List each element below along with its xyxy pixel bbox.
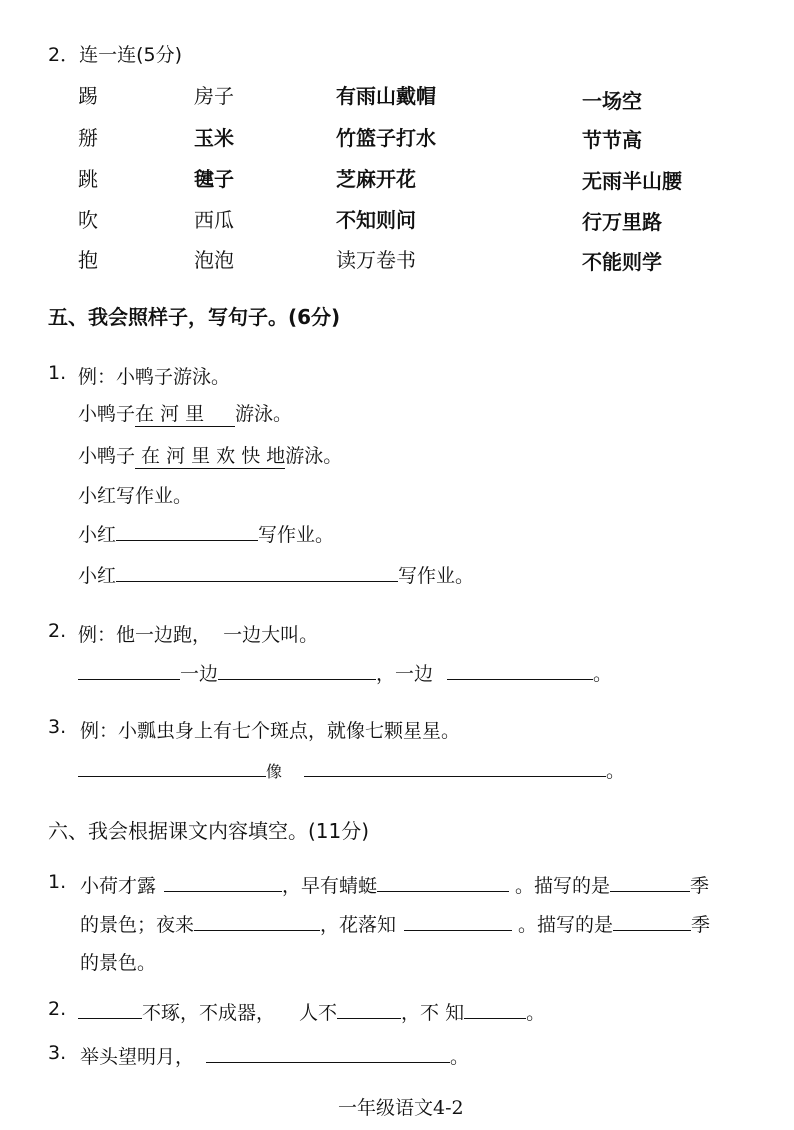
match-verb-1[interactable]: 踢 (78, 84, 98, 108)
s6-q2-line (78, 998, 545, 1025)
s6-q1-line2 (80, 910, 710, 937)
s6-q1-p7: 。描写的是 (518, 914, 614, 936)
s5-q2-number: 2. (48, 620, 67, 642)
s6-q3-p2: 。 (450, 1046, 470, 1068)
match-verb-5[interactable]: 抱 (78, 248, 98, 272)
s6-q1-p3: 。描写的是 (515, 875, 611, 897)
match-phrase-left-3[interactable]: 芝麻开花 (336, 167, 416, 191)
s6-q3-number: 3. (48, 1042, 67, 1064)
s6-q1-blank-5[interactable] (404, 910, 512, 931)
match-phrase-left-5[interactable]: 读万卷书 (336, 248, 416, 272)
s5-q1-line5-start: 小红 (78, 524, 117, 546)
s5-q1-line3-end: 游泳。 (285, 445, 343, 467)
s6-q1-p1: 小荷才露 (80, 875, 157, 897)
s5-q3-blank-2[interactable] (304, 756, 606, 777)
s6-q1-blank-2[interactable] (377, 871, 509, 892)
s5-q2-blank-1[interactable] (78, 659, 180, 680)
s5-q1-line5-blank[interactable] (116, 520, 258, 541)
s6-q2-blank-3[interactable] (464, 998, 526, 1019)
s5-q1-line6-end: 写作业。 (398, 565, 475, 587)
s6-q1-blank-6[interactable] (613, 910, 691, 931)
match-phrase-left-2[interactable]: 竹篮子打水 (336, 126, 436, 150)
s5-q1-line6-blank[interactable] (116, 561, 398, 582)
s6-q1-p8: 季 (691, 914, 711, 936)
match-phrase-left-1[interactable]: 有雨山戴帽 (336, 84, 436, 108)
s6-q3-line (80, 1042, 469, 1069)
page-footer: 一年级语文4-2 (338, 1097, 464, 1119)
s6-q2-p4: 。 (526, 1002, 546, 1024)
s6-q2-number: 2. (48, 998, 67, 1020)
s5-q3-example: 例：小瓢虫身上有七个斑点，就像七颗星星。 (80, 720, 461, 742)
s6-q1-p6: ，花落知 (320, 914, 397, 936)
s5-q3-number: 3. (48, 716, 67, 738)
s5-q1-line2-start: 小鸭子 (78, 403, 136, 425)
s5-q1-line5-end: 写作业。 (258, 524, 335, 546)
s5-q1-line5 (78, 520, 334, 547)
s6-q1-blank-4[interactable] (194, 910, 320, 931)
s5-q1-line3-start: 小鸭子 (78, 445, 136, 467)
s6-q1-blank-1[interactable] (164, 871, 282, 892)
s6-q1-line1 (80, 871, 709, 898)
s6-q2-p3: ，不 知 (401, 1002, 465, 1024)
match-noun-2[interactable]: 玉米 (194, 126, 234, 150)
match-phrase-right-4[interactable]: 行万里路 (582, 210, 662, 234)
match-phrase-right-3[interactable]: 无雨半山腰 (582, 169, 682, 193)
match-verb-3[interactable]: 跳 (78, 167, 98, 191)
s5-q1-line6-start: 小红 (78, 565, 117, 587)
section5-heading: 五、我会照样子，写句子。(6分) (48, 305, 341, 329)
match-noun-5[interactable]: 泡泡 (194, 248, 234, 272)
s5-q1-line2-end: 游泳。 (235, 403, 293, 425)
s6-q2-p1: 不琢，不成器， (142, 1002, 276, 1024)
s6-q3-p1: 举头望明月， (80, 1046, 195, 1068)
s6-q1-line3: 的景色。 (80, 952, 157, 974)
match-noun-4[interactable]: 西瓜 (194, 208, 234, 232)
s5-q1-line2 (78, 399, 292, 427)
s6-q1-number: 1. (48, 871, 67, 893)
s5-q3-answer-line (78, 756, 625, 783)
s5-q2-part1: 一边 (180, 663, 219, 685)
section6-heading: 六、我会根据课文内容填空。(11分) (48, 819, 370, 843)
s6-q2-p2: 人不 (299, 1002, 338, 1024)
s5-q3-end: 。 (606, 760, 626, 782)
match-phrase-right-5[interactable]: 不能则学 (582, 250, 662, 274)
s5-q3-mid: 像 (266, 762, 283, 781)
s5-q2-end: 。 (593, 663, 613, 685)
s5-q2-answer-line (78, 659, 612, 686)
match-phrase-left-4[interactable]: 不知则问 (336, 208, 416, 232)
match-noun-1[interactable]: 房子 (194, 84, 234, 108)
s5-q2-part2: ，一边 (376, 663, 434, 685)
s5-q1-example: 例：小鸭子游泳。 (78, 366, 231, 388)
s6-q1-p2: ，早有蜻蜓 (282, 875, 378, 897)
match-phrase-right-2[interactable]: 节节高 (582, 128, 642, 152)
s5-q2-example: 例：他一边跑， 一边大叫。 (78, 624, 319, 646)
match-verb-2[interactable]: 掰 (78, 126, 98, 150)
s5-q1-line6 (78, 561, 474, 588)
s5-q2-blank-2[interactable] (218, 659, 376, 680)
s5-q3-blank-1[interactable] (78, 756, 266, 777)
s6-q1-p5: 的景色；夜来 (80, 914, 195, 936)
s5-q1-number: 1. (48, 362, 67, 384)
match-verb-4[interactable]: 吹 (78, 208, 98, 232)
s5-q1-line3-underlined: 在 河 里 欢 快 地 (135, 441, 285, 469)
s5-q2-blank-3[interactable] (447, 659, 593, 680)
s6-q1-p4: 季 (690, 875, 710, 897)
s6-q1-blank-3[interactable] (610, 871, 690, 892)
s6-q3-blank-1[interactable] (206, 1042, 450, 1063)
match-noun-3[interactable]: 毽子 (194, 167, 234, 191)
s6-q2-blank-1[interactable] (78, 998, 142, 1019)
s6-q2-blank-2[interactable] (337, 998, 401, 1019)
match-phrase-right-1[interactable]: 一场空 (582, 89, 642, 113)
s5-q1-line2-underlined: 在 河 里 (135, 399, 235, 427)
match-question-title: 2．连一连(5分) (48, 44, 183, 66)
s5-q1-line4: 小红写作业。 (78, 485, 193, 507)
s5-q1-line3 (78, 441, 342, 469)
